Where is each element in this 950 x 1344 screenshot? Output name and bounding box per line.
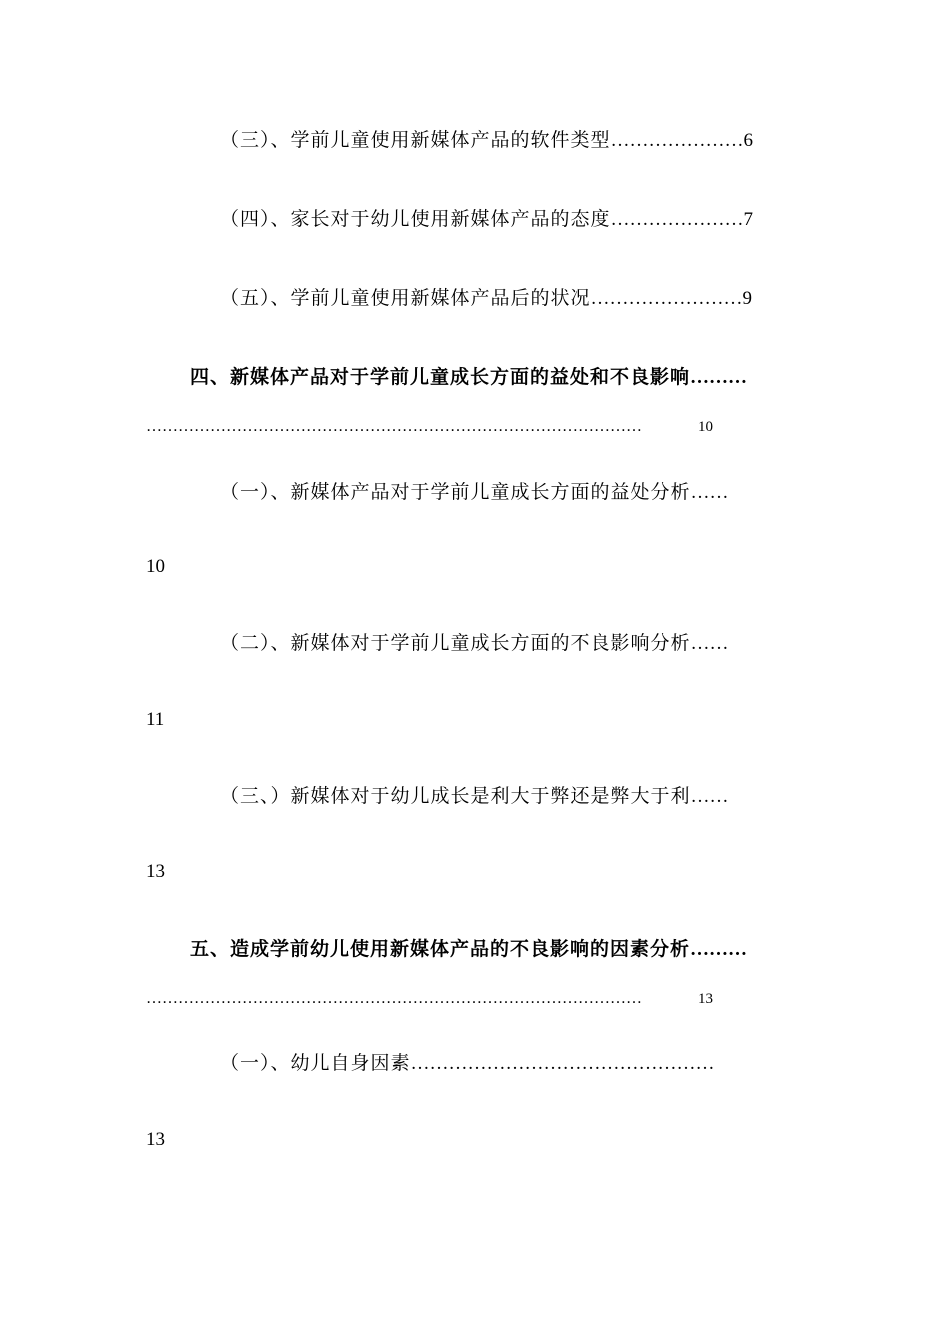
dot-leader: ……… (690, 939, 748, 960)
toc-heading-5-continuation (146, 990, 716, 1007)
page-number: 13 (146, 861, 165, 882)
toc-entry-3-pros-vs-cons[interactable] (220, 787, 729, 806)
toc-entry-text: （三）、学前儿童使用新媒体产品的软件类型 (220, 129, 611, 151)
page-number: 7 (743, 209, 755, 230)
dot-leader: ………………………………………… (410, 1053, 715, 1074)
page-number: 9 (742, 288, 754, 309)
toc-entry-text: （四）、家长对于幼儿使用新媒体产品的态度 (220, 208, 611, 230)
page-number: 10 (698, 419, 713, 435)
toc-heading-4-benefits-and-harms[interactable] (190, 368, 747, 387)
dot-leader: ………………… (610, 209, 744, 230)
toc-heading-5-cause-analysis[interactable] (190, 940, 747, 959)
toc-entry-text: （一）、幼儿自身因素 (220, 1052, 411, 1074)
dot-leader: …… (690, 633, 729, 654)
toc-entry-text: （一）、新媒体产品对于学前儿童成长方面的益处分析 (220, 481, 691, 503)
toc-entry-text: （五）、学前儿童使用新媒体产品后的状况 (220, 287, 591, 309)
toc-entry-text: （二）、新媒体对于学前儿童成长方面的不良影响分析 (220, 632, 691, 654)
page-number: 13 (146, 1129, 165, 1150)
dot-leader: ………………… (610, 130, 744, 151)
toc-entry-3-software-types[interactable] (220, 131, 754, 150)
dot-leader: …………………… (590, 288, 743, 309)
page-number: 6 (743, 130, 755, 151)
page-number: 13 (698, 991, 713, 1007)
toc-heading-4-continuation (146, 418, 713, 435)
toc-entry-text: （三、）新媒体对于幼儿成长是利大于弊还是弊大于利 (220, 785, 691, 807)
toc-heading-text: 五、造成学前幼儿使用新媒体产品的不良影响的因素分析 (190, 938, 691, 960)
dot-leader: …… (690, 786, 729, 807)
toc-entry-1-child-factors[interactable] (220, 1054, 715, 1073)
toc-entry-4-parent-attitude[interactable] (220, 210, 754, 229)
dot-leader: ………………………………………………………………………………… (146, 991, 642, 1007)
toc-heading-text: 四、新媒体产品对于学前儿童成长方面的益处和不良影响 (190, 366, 691, 388)
dot-leader: ……… (690, 367, 748, 388)
page-number: 11 (146, 709, 165, 730)
dot-leader: ………………………………………………………………………………… (146, 419, 642, 435)
toc-entry-1-benefits-analysis[interactable] (220, 483, 729, 502)
toc-entry-5-status-after-use[interactable] (220, 289, 753, 308)
dot-leader: …… (690, 482, 729, 503)
toc-entry-2-harms-analysis[interactable] (220, 634, 729, 653)
page-number: 10 (146, 556, 165, 577)
